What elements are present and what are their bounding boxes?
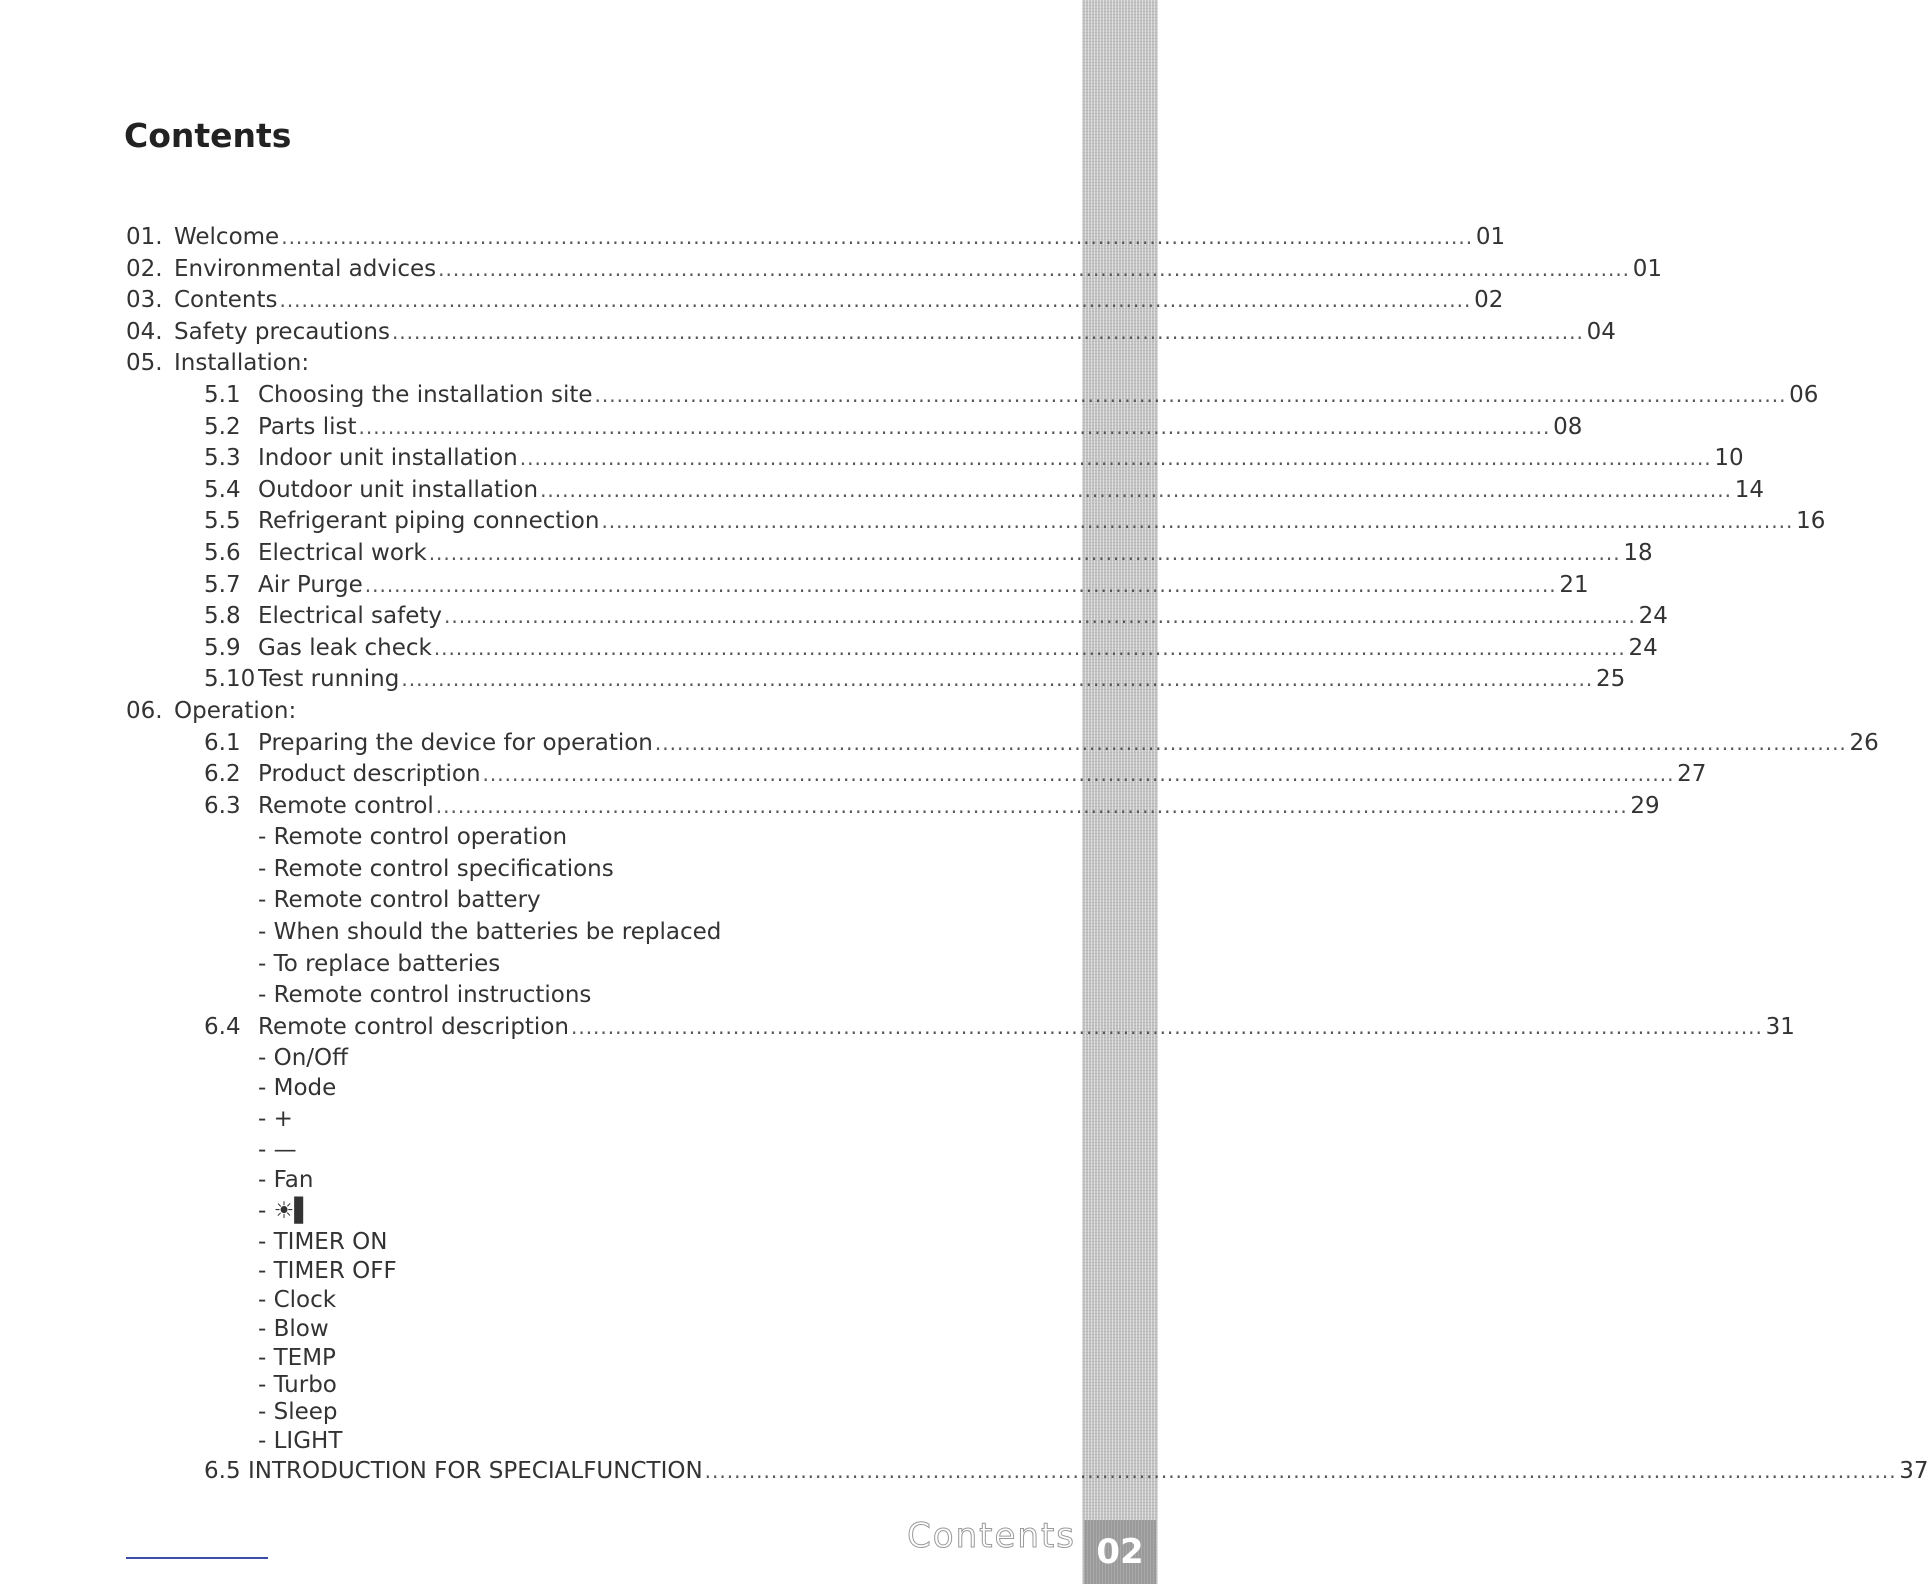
leader-dots: .................................................................................................................................................................. [594, 382, 1787, 407]
toc-subitem: - To replace batteries [258, 950, 501, 977]
leader-dots: .................................................................................................................................................................. [358, 414, 1551, 439]
leader-dots: .................................................................................................................................................................. [433, 635, 1626, 660]
page-ref: 18 [1623, 539, 1653, 566]
toc-entry[interactable]: 02. Environmental advices .................................................................................................................................................................. 01 [126, 254, 1028, 286]
leader-dots: .................................................................................................................................................................. [704, 1459, 1897, 1484]
toc-subitem: - Remote control instructions [258, 982, 592, 1009]
toc-entry[interactable]: 5.1 Choosing the installation site .................................................................................................................................................................. 06 [126, 380, 1028, 412]
page-ref: 24 [1638, 603, 1668, 630]
toc-entry[interactable]: 6.1 Preparing the device for operation .................................................................................................................................................................. 26 [126, 728, 1028, 760]
toc-subitem: - TEMP [258, 1345, 336, 1372]
leader-dots: .................................................................................................................................................................. [364, 572, 1557, 597]
toc-entry[interactable]: 5.8 Electrical safety .................................................................................................................................................................. 24 [126, 601, 1028, 633]
toc-entry[interactable]: 5.4 Outdoor unit installation .................................................................................................................................................................. 14 [126, 475, 1028, 507]
toc-subitem: - TIMER ON [258, 1229, 388, 1256]
toc-subitem [126, 1195, 1028, 1227]
toc-entry[interactable]: 04. Safety precautions .................................................................................................................................................................. 04 [126, 317, 1028, 349]
leader-dots: .................................................................................................................................................................. [281, 225, 1474, 249]
toc-subitem: - Clock [258, 1287, 337, 1314]
toc-subitem: - Sleep [258, 1399, 338, 1426]
page-ref: 06 [1789, 381, 1819, 408]
toc-entry[interactable]: 01. Welcome .................................................................................................................................................................. 01 [126, 222, 1028, 254]
leader-dots: .................................................................................................................................................................. [428, 540, 1621, 565]
toc-subitem: - Remote control battery [258, 887, 541, 914]
leader-dots: .................................................................................................................................................................. [540, 477, 1732, 502]
footer-rule [126, 1557, 268, 1559]
toc-entry[interactable]: 5.9 Gas leak check .................................................................................................................................................................. 24 [126, 633, 1028, 665]
leader-dots: .................................................................................................................................................................. [482, 762, 1675, 787]
leader-dots: .................................................................................................................................................................. [654, 730, 1847, 755]
page-ref: 27 [1677, 761, 1707, 788]
toc-entry[interactable]: 5.5 Refrigerant piping connection .................................................................................................................................................................. 16 [126, 506, 1028, 538]
leader-dots: .................................................................................................................................................................. [435, 793, 1628, 818]
toc-entry[interactable]: 5.2 Parts list .................................................................................................................................................................. 08 [126, 412, 1028, 444]
page-ref: 02 [1474, 287, 1504, 314]
toc-entry[interactable]: 5.10 Test running .................................................................................................................................................................. 25 [126, 664, 1028, 696]
leader-dots: .................................................................................................................................................................. [401, 667, 1594, 692]
page-ref: 29 [1630, 792, 1660, 819]
page-ref: 01 [1632, 255, 1663, 282]
toc-entry[interactable]: 5.6 Electrical work .................................................................................................................................................................. 18 [126, 538, 1028, 570]
page-ref: 37 [1899, 1458, 1929, 1485]
toc-subitem: - Remote control operation [258, 824, 568, 851]
leader-dots: .................................................................................................................................................................. [601, 509, 1794, 534]
page-ref: 21 [1559, 571, 1589, 598]
leader-dots: .................................................................................................................................................................. [279, 288, 1472, 313]
page-ref: 25 [1595, 666, 1626, 693]
page-ref: 08 [1553, 413, 1583, 440]
page-ref: 26 [1849, 729, 1879, 756]
page-number-badge: 02 [1084, 1520, 1156, 1584]
toc-subitem: - — [258, 1137, 297, 1164]
toc-entry[interactable]: 5.7 Air Purge .................................................................................................................................................................. 21 [126, 570, 1028, 602]
leader-dots: .................................................................................................................................................................. [570, 1014, 1763, 1039]
footer-section-label: Contents [907, 1516, 1076, 1556]
table-of-contents [126, 222, 1929, 1488]
toc-entry[interactable]: 6.4 Remote control description .................................................................................................................................................................. 31 [126, 1012, 1028, 1044]
leader-dots: .................................................................................................................................................................. [519, 446, 1712, 471]
toc-subitem: - Turbo [258, 1372, 337, 1399]
toc-subitem: - On/Off [258, 1045, 348, 1072]
toc-subitem: - Blow [258, 1316, 329, 1343]
leader-dots: .................................................................................................................................................................. [391, 319, 1584, 344]
toc-entry[interactable]: 6.3 Remote control .................................................................................................................................................................. 29 [126, 791, 1028, 823]
toc-subitem: - LIGHT [258, 1428, 343, 1455]
page-ref: 04 [1586, 318, 1616, 345]
page-ref: 14 [1734, 476, 1764, 503]
toc-subitem: - Remote control specifications [258, 855, 614, 882]
toc-section-heading: 06. Operation: [126, 697, 297, 724]
toc-subitem: - When should the batteries be replaced [258, 919, 722, 946]
toc-subitem: - + [258, 1106, 293, 1133]
toc-entry[interactable]: 03. Contents .................................................................................................................................................................. 02 [126, 285, 1028, 317]
toc-entry[interactable]: 6.5 INTRODUCTION FOR SPECIALFUNCTION .................................................................................................................................................................. 37 [126, 1456, 1028, 1488]
toc-subitem: - TIMER OFF [258, 1258, 397, 1285]
page-ref: 24 [1628, 634, 1658, 661]
leader-dots: .................................................................................................................................................................. [438, 256, 1631, 281]
leader-dots: .................................................................................................................................................................. [443, 604, 1636, 629]
toc-section-heading: 05. Installation: [126, 350, 310, 377]
toc-entry[interactable]: 6.2 Product description .................................................................................................................................................................. 27 [126, 759, 1028, 791]
page-ref: 16 [1796, 508, 1826, 535]
toc-subitem: - Mode [258, 1075, 337, 1102]
page-ref: 01 [1475, 224, 1506, 250]
toc-subitem: - Fan [258, 1167, 314, 1194]
page-title: Contents [124, 116, 292, 155]
toc-entry[interactable]: 5.3 Indoor unit installation .................................................................................................................................................................. 10 [126, 443, 1028, 475]
light-button-icon: - ☀▌ [258, 1198, 312, 1225]
page-ref: 31 [1765, 1013, 1795, 1040]
page-ref: 10 [1714, 445, 1744, 472]
